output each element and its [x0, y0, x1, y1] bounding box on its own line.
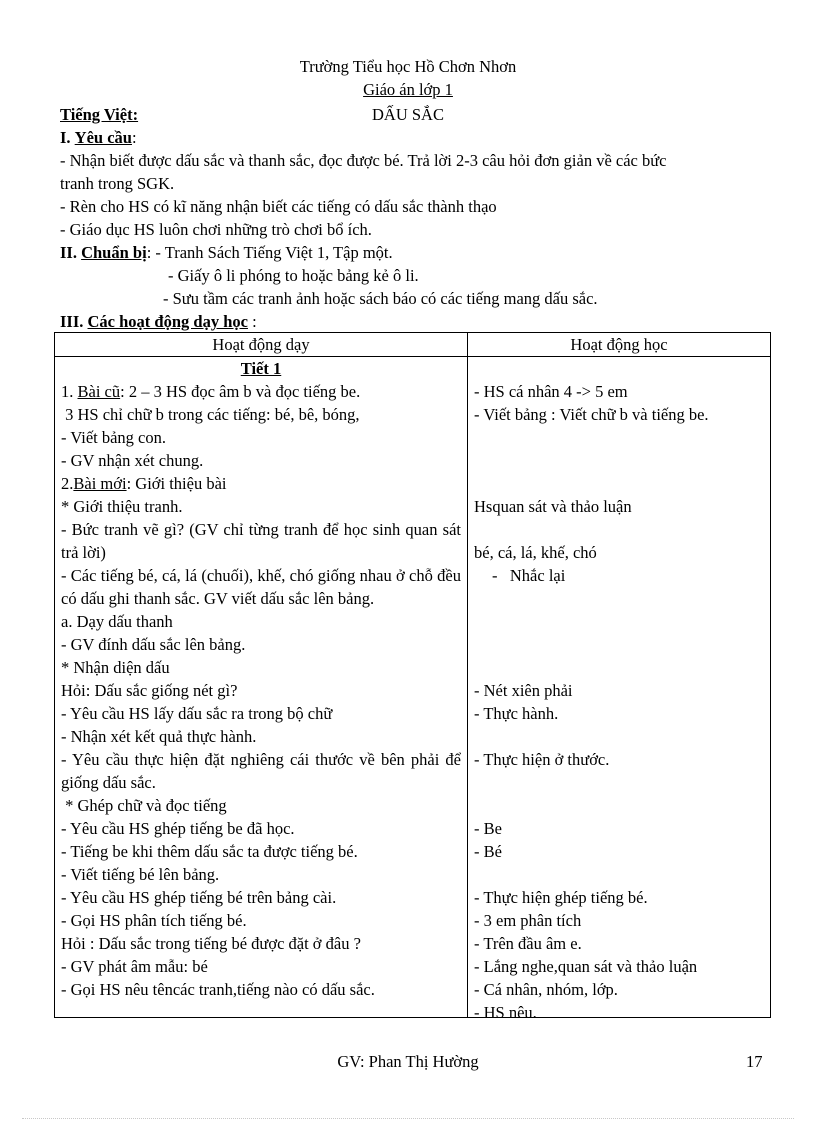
old-lesson-number: 1. [61, 382, 74, 401]
teacher-line: * Nhận diện dấu [61, 658, 170, 677]
teacher-line: Hỏi: Dấu sắc giống nét gì? [61, 681, 238, 700]
student-line: - Viết bảng : Viết chữ b và tiếng be. [474, 405, 709, 424]
new-lesson-label: Bài mới [73, 474, 127, 493]
student-activities-cell [468, 357, 771, 1022]
teacher-line: - Gọi HS phân tích tiếng bé. [61, 911, 247, 930]
teacher-line: * Giới thiệu tranh. [61, 497, 183, 516]
student-line: - Nhắc lại [492, 566, 566, 585]
table-header-row [55, 333, 771, 357]
table-body-row [55, 357, 771, 1018]
page-number: 17 [746, 1052, 763, 1071]
section-3-colon: : [247, 312, 257, 331]
teacher-line: - GV nhận xét chung. [61, 451, 204, 470]
student-line: - Cá nhân, nhóm, lớp. [474, 980, 618, 999]
student-line: - Bé [474, 842, 502, 861]
section-2-line-3: - Sưu tầm các tranh ảnh hoặc sách báo có các tiếng mang dấu sắc. [163, 289, 598, 308]
section-2-title: Chuẩn bị [81, 243, 147, 262]
repeat-text: Nhắc lại [509, 566, 566, 585]
student-line: - Nét xiên phải [474, 681, 573, 700]
student-line: - HS cá nhân 4 -> 5 em [474, 382, 628, 401]
plan-title [0, 78, 816, 101]
teacher-line: - Viết tiếng bé lên bảng. [61, 865, 220, 884]
col-student-header: Hoạt động học [468, 333, 771, 357]
teacher-line: 3 HS chỉ chữ b trong các tiếng: bé, bê, bóng, [61, 405, 360, 424]
page-bottom-divider [22, 1118, 794, 1119]
section-1-colon: : [131, 128, 137, 147]
old-lesson-text: : 2 – 3 HS đọc âm b và đọc tiếng be. [120, 382, 361, 401]
period-title: Tiết 1 [240, 359, 282, 378]
teacher-paragraph: - Yêu cầu thực hiện đặt nghiêng cái thước về bên phải để giống dấu sắc. [61, 750, 461, 792]
section-1-line-3: - Rèn cho HS có kĩ năng nhận biết các tiếng có dấu sắc thành thạo [60, 197, 497, 216]
teacher-line: - Gọi HS nêu têncác tranh,tiếng nào có dấu sắc. [61, 980, 375, 999]
teacher-line [61, 472, 461, 495]
teacher-line: - GV phát âm mẫu: bé [61, 957, 208, 976]
section-1-title: Yêu cầu [74, 128, 132, 147]
subject-label: Tiếng Việt: [60, 105, 139, 124]
school-name: Trường Tiểu học Hồ Chơn Nhơn [299, 57, 517, 76]
section-1-heading [60, 126, 137, 149]
teacher-line: - Viết bảng con. [61, 428, 167, 447]
section-1-line-2: tranh trong SGK. [60, 174, 175, 193]
teacher-line: a. Dạy dấu thanh [61, 612, 173, 631]
student-line: - Thực hành. [474, 704, 559, 723]
teacher-line: Hỏi : Dấu sắc trong tiếng bé được đặt ở đâu ? [61, 934, 361, 953]
section-3-heading [60, 310, 257, 333]
teacher-line [61, 380, 461, 403]
old-lesson-label: Bài cũ [77, 382, 121, 401]
section-1-line-1: - Nhận biết được dấu sắc và thanh sắc, đọc được bé. Trả lời 2-3 câu hỏi đơn giản về các bức [60, 151, 667, 170]
activities-table [54, 332, 771, 1022]
student-line: - Be [474, 819, 502, 838]
teacher-activities-cell [55, 357, 468, 1018]
section-2-heading [60, 241, 393, 264]
section-3-number: III. [60, 312, 84, 331]
student-line: bé, cá, lá, khế, chó [474, 543, 597, 562]
teacher-paragraph: - Các tiếng bé, cá, lá (chuối), khế, chó giống nhau ở chỗ đều có dấu ghi thanh sắc. GV viết dấu sắc lên bảng. [61, 566, 461, 608]
section-2-first-line: : - Tranh Sách Tiếng Việt 1, Tập một. [146, 243, 393, 262]
teacher-line: - Yêu cầu HS lấy dấu sắc ra trong bộ chữ [61, 704, 333, 723]
student-line: - Thực hiện ở thước. [474, 750, 610, 769]
teacher-line: - Nhận xét kết quả thực hành. [61, 727, 257, 746]
student-line: - 3 em phân tích [474, 911, 582, 930]
new-lesson-text: : Giới thiệu bài [126, 474, 227, 493]
section-2-line-2: - Giấy ô li phóng to hoặc bảng kẻ ô li. [168, 266, 419, 285]
section-1-number: I. [60, 128, 71, 147]
teacher-line: * Ghép chữ và đọc tiếng [61, 796, 227, 815]
footer-teacher: GV: Phan Thị Hường [337, 1052, 479, 1071]
section-1-line-4: - Giáo dục HS luôn chơi những trò chơi bổ ích. [60, 220, 372, 239]
lesson-title: DẤU SẮC [372, 105, 444, 124]
section-2-number: II. [60, 243, 77, 262]
teacher-line: - Yêu cầu HS ghép tiếng be đã học. [61, 819, 295, 838]
student-line: - Trên đầu âm e. [474, 934, 582, 953]
student-line: Hsquan sát và thảo luận [474, 497, 632, 516]
student-line: - Thực hiện ghép tiếng bé. [474, 888, 648, 907]
col-teacher-header: Hoạt động dạy [55, 333, 468, 357]
teacher-paragraph: - Bức tranh vẽ gì? (GV chỉ từng tranh để học sinh quan sát trả lời) [61, 520, 461, 562]
section-3-title: Các hoạt động dạy học [87, 312, 248, 331]
plan-title-text: Giáo án lớp 1 [363, 80, 453, 99]
teacher-line: - Yêu cầu HS ghép tiếng bé trên bảng cài. [61, 888, 337, 907]
new-lesson-number: 2. [61, 474, 74, 493]
student-line: - HS nêu. [474, 1003, 537, 1022]
student-line: - Lắng nghe,quan sát và thảo luận [474, 957, 698, 976]
teacher-line: - GV đính dấu sắc lên bảng. [61, 635, 246, 654]
teacher-line: - Tiếng be khi thêm dấu sắc ta được tiếng bé. [61, 842, 358, 861]
